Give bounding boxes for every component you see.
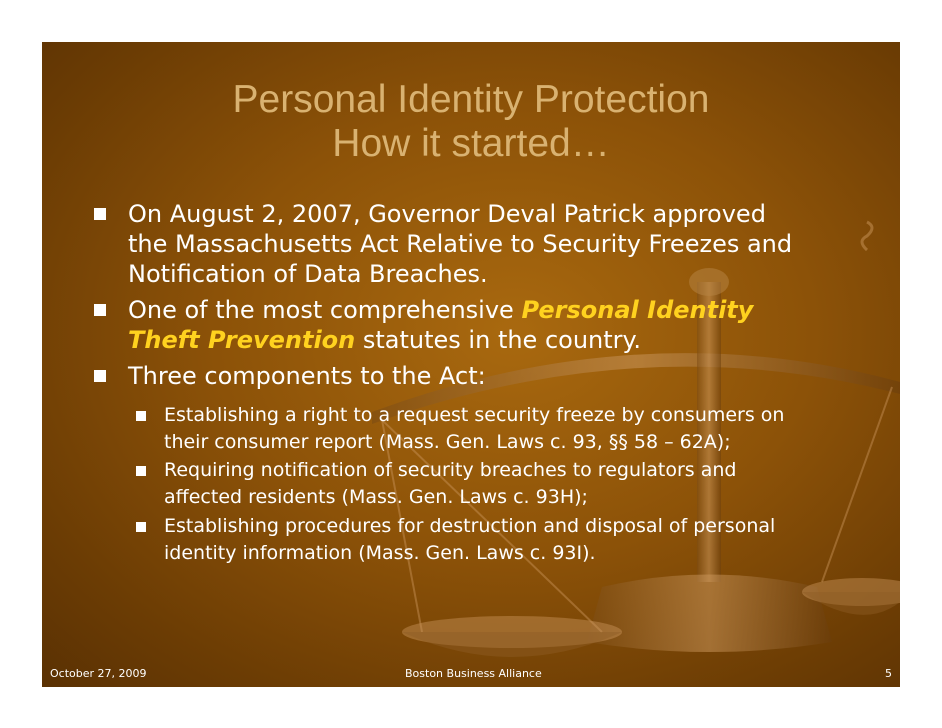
sub-bullet-text-line: affected residents (Mass. Gen. Laws c. 93H); (164, 486, 588, 508)
bullet-text-line: Notification of Data Breaches. (128, 260, 488, 288)
bullet-text-line: On August 2, 2007, Governor Deval Patrick approved (128, 200, 766, 228)
emphasis-text: Theft Prevention (128, 326, 356, 354)
slide-title (42, 78, 900, 166)
bullet-item-comprehensive (128, 295, 828, 355)
square-bullet (94, 304, 106, 316)
bullet-item-approval (128, 199, 828, 289)
bullet-text: One of the most comprehensive (128, 296, 522, 324)
bullet-text-line (128, 295, 828, 325)
sub-bullet-text-line: Establishing a right to a request security freeze by consumers on (164, 404, 785, 426)
sub-bullet-text-line: Requiring notification of security breaches to regulators and (164, 459, 737, 481)
sub-bullet-disposal (164, 513, 864, 567)
bullet-text-line (128, 325, 828, 355)
square-bullet (94, 370, 106, 382)
square-bullet (136, 411, 146, 421)
bullet-text: statutes in the country. (355, 326, 641, 354)
bullet-item-components (128, 361, 828, 391)
bullet-text-line: Three components to the Act: (128, 362, 486, 390)
title-line-2: How it started… (332, 122, 610, 165)
emphasis-text: Personal Identity (521, 296, 754, 324)
sub-bullet-security-freeze (164, 402, 864, 456)
sub-bullet-text-line: Establishing procedures for destruction and disposal of personal (164, 515, 776, 537)
square-bullet (94, 208, 106, 220)
bullet-text-line: the Massachusetts Act Relative to Security Freezes and (128, 230, 793, 258)
footer-organization: Boston Business Alliance (405, 667, 542, 680)
square-bullet (136, 522, 146, 532)
sub-bullet-breach-notification (164, 457, 864, 511)
slide (42, 42, 900, 687)
footer-date: October 27, 2009 (50, 667, 147, 680)
sub-bullet-text-line: identity information (Mass. Gen. Laws c. 93I). (164, 542, 596, 564)
sub-bullet-text-line: their consumer report (Mass. Gen. Laws c. 93, §§ 58 – 62A); (164, 431, 731, 453)
square-bullet (136, 466, 146, 476)
title-line-1: Personal Identity Protection (232, 78, 710, 121)
slide-number: 5 (885, 667, 892, 680)
